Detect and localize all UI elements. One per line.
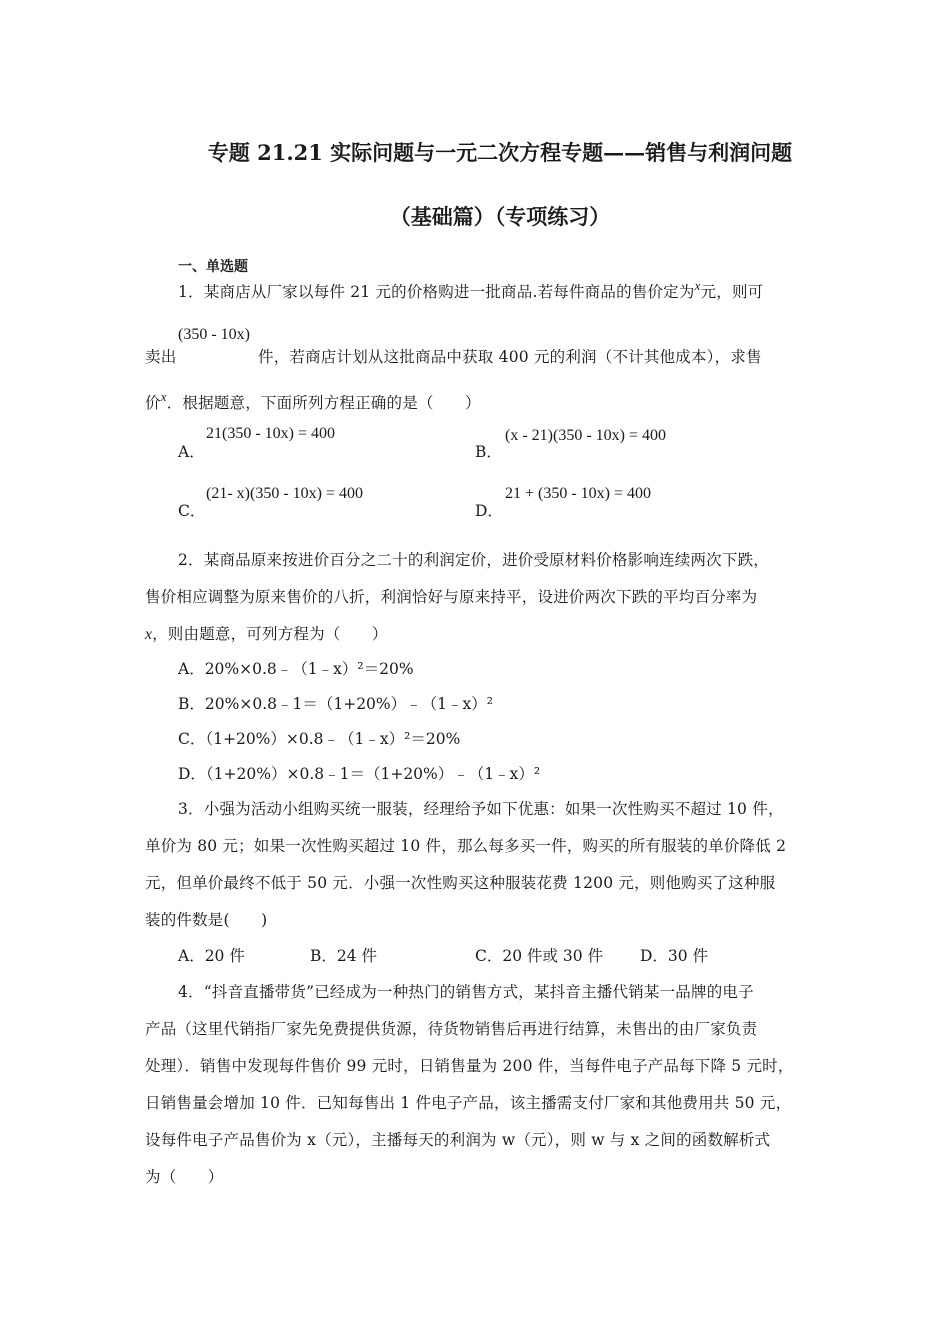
q4-line-6: 为（ ）	[145, 1168, 224, 1186]
q2-line-2: 售价相应调整为原来售价的八折，利润恰好与原来持平，设进价两次下跌的平均百分率为	[145, 588, 758, 606]
q3-line-2: 单价为 80 元；如果一次性购买超过 10 件，那么每多买一件，购买的所有服装的单价降低 2	[145, 837, 787, 855]
q1-option-a-equation: 21(350 - 10x) = 400	[206, 425, 336, 442]
q1-option-c-label[interactable]: C．	[178, 502, 206, 520]
q4-line-5: 设每件电子产品售价为 x（元），主播每天的利润为 w（元），则 w 与 x 之间的函数解析式	[145, 1131, 771, 1149]
q3-option-a[interactable]: A．20 件	[178, 947, 245, 965]
q1-line-3: 价$^x$．根据题意，下面所列方程正确的是（ ）	[145, 389, 481, 412]
q2-option-d[interactable]: D．（1+20%）×0.8﹣1＝（1+20%）﹣（1﹣x）²	[178, 765, 541, 783]
q1-line-1: 1．某商店从厂家以每件 21 元的价格购进一批商品.若每件商品的售价定为$^x$元，则可	[178, 278, 764, 301]
q2-option-c[interactable]: C．（1+20%）×0.8﹣（1﹣x）²＝20%	[178, 730, 461, 748]
q1-sell-expression: (350 - 10x)	[178, 326, 250, 343]
q4-line-1: 4．“抖音直播带货”已经成为一种热门的销售方式，某抖音主播代销某一品牌的电子	[178, 983, 754, 1001]
q3-option-c[interactable]: C．20 件或 30 件	[475, 947, 604, 965]
q2-line-3: x，则由题意，可列方程为（ ）	[145, 625, 388, 643]
q3-line-4: 装的件数是( )	[145, 911, 268, 929]
q1-option-b-label[interactable]: B．	[475, 443, 502, 461]
q4-line-2: 产品（这里代销指厂家先免费提供货源，待货物销售后再进行结算，未售出的由厂家负责	[145, 1020, 758, 1038]
q1-line-2-lead: 卖出	[145, 348, 177, 366]
q2-option-b[interactable]: B．20%×0.8﹣1＝（1+20%）﹣（1﹣x）²	[178, 695, 493, 713]
q1-line-2: 件，若商店计划从这批商品中获取 400 元的利润（不计其他成本），求售	[258, 348, 762, 366]
q1-option-d-label[interactable]: D．	[475, 502, 503, 520]
q2-line-1: 2．某商品原来按进价百分之二十的利润定价，进价受原材料价格影响连续两次下跌，	[178, 551, 769, 569]
q4-line-3: 处理）．销售中发现每件售价 99 元时，日销售量为 200 件，当每件电子产品每下降 5 元时，	[145, 1057, 794, 1075]
page-title: 专题 21.21 实际问题与一元二次方程专题——销售与利润问题	[207, 140, 793, 165]
q3-option-d[interactable]: D．30 件	[640, 947, 709, 965]
q1-option-c-equation: (21- x)(350 - 10x) = 400	[206, 485, 363, 502]
section-heading: 一、单选题	[178, 259, 248, 275]
page-subtitle: （基础篇）（专项练习）	[389, 204, 611, 229]
q3-line-3: 元，但单价最终不低于 50 元．小强一次性购买这种服装花费 1200 元，则他购买了这种服	[145, 874, 776, 892]
q4-line-4: 日销售量会增加 10 件．已知每售出 1 件电子产品，该主播需支付厂家和其他费用共 50 元，	[145, 1094, 792, 1112]
q1-option-b-equation: (x - 21)(350 - 10x) = 400	[505, 427, 666, 444]
q1-option-d-equation: 21 + (350 - 10x) = 400	[505, 485, 652, 502]
q3-option-b[interactable]: B．24 件	[310, 947, 378, 965]
q2-option-a[interactable]: A．20%×0.8﹣（1﹣x）²＝20%	[178, 660, 414, 678]
q3-line-1: 3．小强为活动小组购买统一服装，经理给予如下优惠：如果一次性购买不超过 10 件，	[178, 800, 784, 818]
q1-option-a-label[interactable]: A．	[178, 443, 205, 461]
